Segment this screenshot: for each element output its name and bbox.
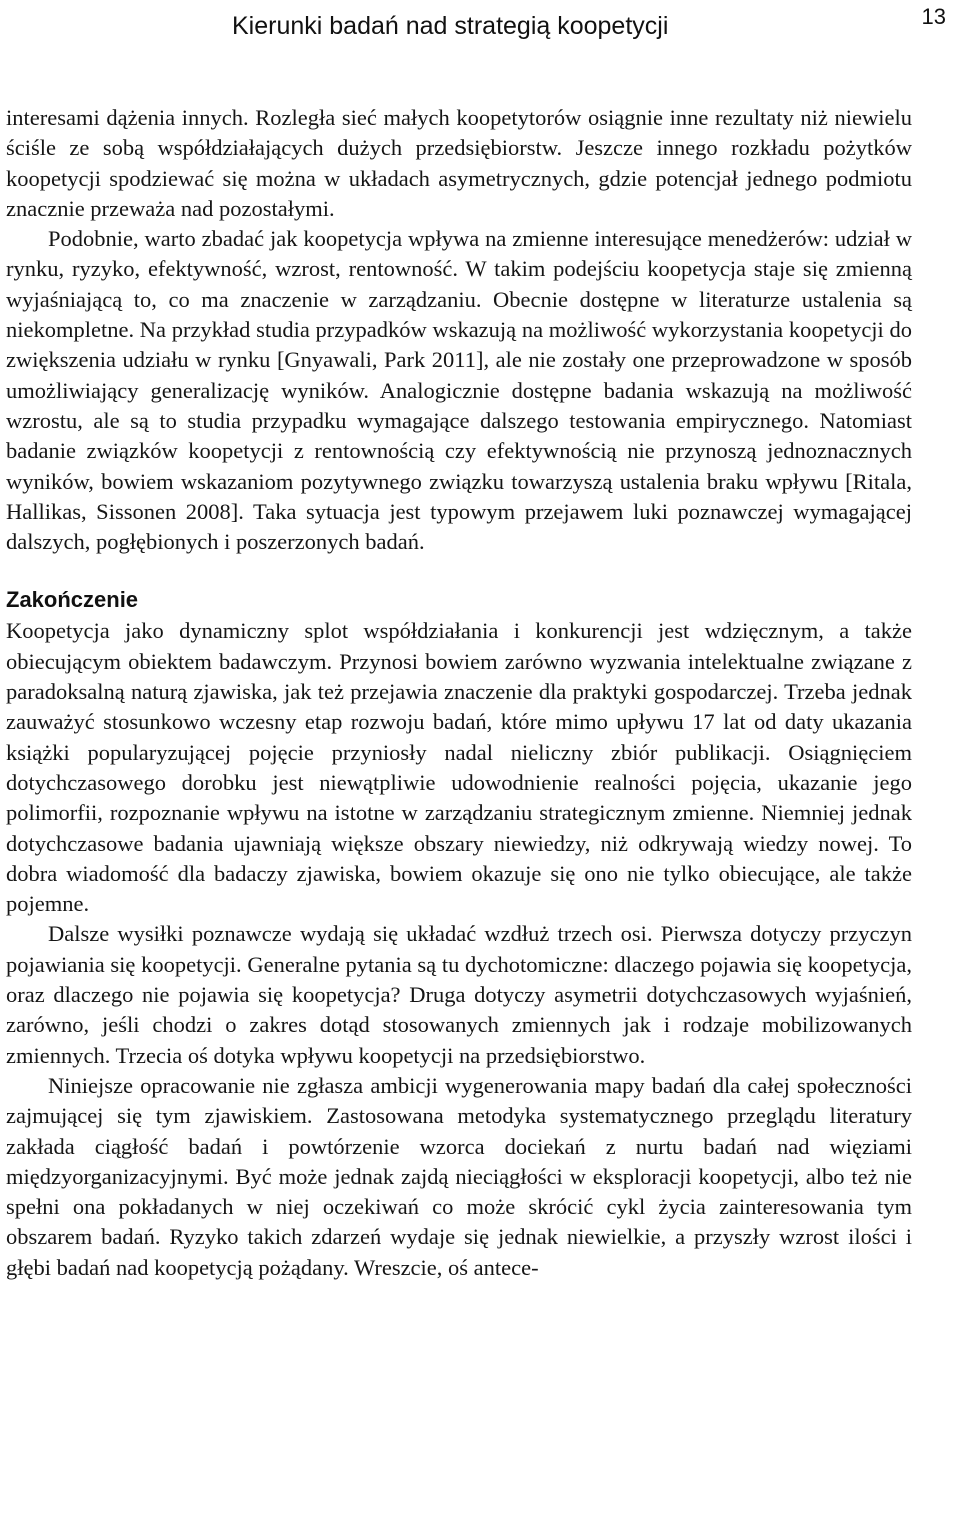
page-header bbox=[0, 0, 960, 56]
section-heading-conclusion: Zakończenie bbox=[6, 587, 139, 613]
conclusion-paragraph-1: Koopetycja jako dynamiczny splot współdziałania i konkurencji jest wdzięcznym, a także obiecującym obiektem badawczym. Przynosi bowiem zarówno wyzwania intelektualne związane z paradoksalną naturą zjawiska, jak też przejawia znaczenie dla praktyki gospodarczej. Trzeba jednak zauważyć stosunkowo wczesny etap rozwoju badań, które mimo upływu 17 lat od daty ukazania książki popularyzującej pojęcie przyniosły nadal nieliczny zbiór publikacji. Osiągnięciem dotychczasowego dorobku jest niewątpliwie udowodnienie realności pojęcia, ukazanie jego polimorfii, rozpoznanie wpływu na istotne w zarządzaniu strategicznym zmienne. Niemniej jednak dotychczasowe badania ujawniają większe obszary niewiedzy, niż odkrywają wiedzy nowej. To dobra wiadomość dla badaczy zjawiska, bowiem okazuje się ono nie tylko obiecujące, ale także pojemne. bbox=[6, 618, 912, 917]
body-paragraph: Podobnie, warto zbadać jak koopetycja wpływa na zmienne interesujące menedżerów: udział w rynku, ryzyko, efektywność, wzrost, rentowność. W takim podejściu koopetycja staje się zmienną wyjaśniającą to, co ma znaczenie w zarządzaniu. Obecnie dostępne w literaturze ustalenia są niekompletne. Na przykład studia przypadków wskazują na możliwość wykorzystania koopetycji do zwiększenia udziału w rynku [Gnyawali, Park 2011], ale nie zostały one przeprowadzone w sposób umożliwiający generalizację wyników. Analogicznie dostępne badania wskazują na możliwość wzrostu, ale są to studia przypadku wymagające dalszego testowania empirycznego. Natomiast badanie związków koopetycji z rentownością czy efektywnością nie przynoszą jednoznacznych wyników, bowiem wskazaniom pozytywnego związku towarzyszą ustalenia braku wpływu [Ritala, Hallikas, Sissonen 2008]. Taka sytuacja jest typowym przejawem luki poznawczej wymagającej dalszych, pogłębionych i poszerzonych badań. bbox=[6, 226, 912, 555]
body-paragraph-continued: interesami dążenia innych. Rozległa sieć małych koopetytorów osiągnie inne rezultaty niż niewielu ściśle ze sobą współdziałających dużych przedsiębiorstw. Jeszcze innego rozkładu pożytków koopetycji spodziewać się można w układach asymetrycznych, gdzie potencjał jednego podmiotu znacznie przeważa nad pozostałymi. bbox=[6, 105, 912, 221]
page-content bbox=[6, 103, 912, 1283]
running-title: Kierunki badań nad strategią koopetycji bbox=[232, 12, 669, 40]
page-number: 13 bbox=[921, 4, 946, 29]
conclusion-paragraph-3: Niniejsze opracowanie nie zgłasza ambicji wygenerowania mapy badań dla całej społeczności zajmującej się tym zjawiskiem. Zastosowana metodyka systematycznego przeglądu literatury zakłada ciągłość badań i powtórzenie wzorca dociekań z nurtu badań nad więziami międzyorganizacyjnymi. Być może jednak zajdą nieciągłości w eksploracji koopetycji, albo też nie spełni ona pokładanych w niej oczekiwań co może skrócić cykl życia zainteresowania tym obszarem badań. Ryzyko takich zdarzeń wydaje się jednak niewielkie, a przyszły wzrost ilości i głębi badań nad koopetycją pożądany. Wreszcie, oś antece- bbox=[6, 1072, 912, 1280]
conclusion-paragraph-2: Dalsze wysiłki poznawcze wydają się układać wzdłuż trzech osi. Pierwsza dotyczy przyczyn pojawiania się koopetycji. Generalne pytania są tu dychotomiczne: dlaczego pojawia się koopetycja, oraz dlaczego nie pojawia się koopetycja? Druga dotyczy asymetrii dotychczasowych wyjaśnień, zarówno, jeśli chodzi o zakres dotąd stosowanych zmiennych jak i rodzaje mobilizowanych zmiennych. Trzecia oś dotyka wpływu koopetycji na przedsiębiorstwo. bbox=[6, 921, 912, 1068]
